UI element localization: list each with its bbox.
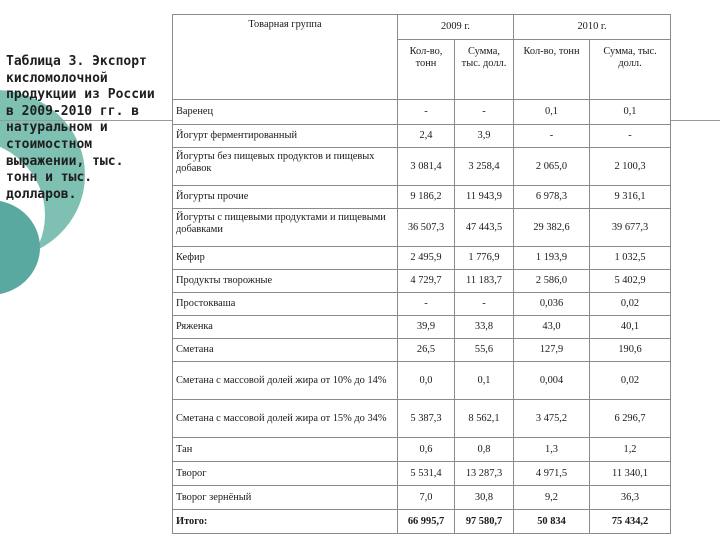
table-row bbox=[173, 362, 671, 400]
cell-product: Варенец bbox=[173, 100, 398, 125]
cell-qty-2009: 4 729,7 bbox=[398, 270, 455, 293]
cell-sum-2010: - bbox=[590, 125, 671, 148]
cell-sum-2009: 8 562,1 bbox=[455, 400, 514, 438]
cell-qty-2010: - bbox=[514, 125, 590, 148]
cell-sum-2009: 3,9 bbox=[455, 125, 514, 148]
cell-qty-2009: 39,9 bbox=[398, 316, 455, 339]
cell-sum-2010: 0,02 bbox=[590, 362, 671, 400]
cell-sum-2009: 30,8 bbox=[455, 486, 514, 510]
cell-sum-2010: 39 677,3 bbox=[590, 209, 671, 247]
cell-qty-2010: 1,3 bbox=[514, 438, 590, 462]
cell-sum-2009: 13 287,3 bbox=[455, 462, 514, 486]
cell-sum-2009: 1 776,9 bbox=[455, 247, 514, 270]
cell-sum-2009: 0,8 bbox=[455, 438, 514, 462]
cell-sum-2010: 36,3 bbox=[590, 486, 671, 510]
cell-sum-2009: 33,8 bbox=[455, 316, 514, 339]
cell-product: Творог bbox=[173, 462, 398, 486]
table-body bbox=[173, 100, 671, 534]
cell-qty-2009: 0,6 bbox=[398, 438, 455, 462]
header-qty-2009: Кол-во, тонн bbox=[398, 40, 455, 100]
table-row bbox=[173, 293, 671, 316]
table-row bbox=[173, 100, 671, 125]
cell-product: Тан bbox=[173, 438, 398, 462]
table-caption: Таблица 3. Экспорт кисломолочной продукции из России в 2009-2010 гг. в натуральном и стоимостном выражении, тыс. тонн и тыс. долларов. bbox=[6, 54, 155, 202]
cell-product: Простокваша bbox=[173, 293, 398, 316]
cell-qty-2010: 2 586,0 bbox=[514, 270, 590, 293]
cell-qty-2010: 0,1 bbox=[514, 100, 590, 125]
cell-product: Продукты творожные bbox=[173, 270, 398, 293]
cell-product: Йогурты без пищевых продуктов и пищевых добавок bbox=[173, 148, 398, 186]
cell-sum-2009: 3 258,4 bbox=[455, 148, 514, 186]
cell-sum-2009: 47 443,5 bbox=[455, 209, 514, 247]
table-row bbox=[173, 339, 671, 362]
cell-qty-2010: 3 475,2 bbox=[514, 400, 590, 438]
cell-product: Сметана с массовой долей жира от 15% до 34% bbox=[173, 400, 398, 438]
table-row-total bbox=[173, 510, 671, 534]
table-row bbox=[173, 209, 671, 247]
cell-sum-2010: 11 340,1 bbox=[590, 462, 671, 486]
table-header bbox=[173, 15, 671, 100]
header-qty-2010: Кол-во, тонн bbox=[514, 40, 590, 100]
cell-qty-2010: 2 065,0 bbox=[514, 148, 590, 186]
cell-sum-2010: 1,2 bbox=[590, 438, 671, 462]
cell-qty-2009: 26,5 bbox=[398, 339, 455, 362]
cell-sum-2010: 0,02 bbox=[590, 293, 671, 316]
cell-sum-2009: 0,1 bbox=[455, 362, 514, 400]
cell-qty-2010: 6 978,3 bbox=[514, 186, 590, 209]
header-sum-2010: Сумма, тыс. долл. bbox=[590, 40, 671, 100]
cell-qty-2010: 50 834 bbox=[514, 510, 590, 534]
cell-qty-2009: 36 507,3 bbox=[398, 209, 455, 247]
cell-product: Итого: bbox=[173, 510, 398, 534]
cell-qty-2009: 9 186,2 bbox=[398, 186, 455, 209]
cell-qty-2009: 66 995,7 bbox=[398, 510, 455, 534]
table-row bbox=[173, 186, 671, 209]
cell-qty-2010: 4 971,5 bbox=[514, 462, 590, 486]
cell-sum-2010: 0,1 bbox=[590, 100, 671, 125]
cell-qty-2009: 5 387,3 bbox=[398, 400, 455, 438]
header-year-2009: 2009 г. bbox=[398, 15, 514, 40]
cell-sum-2010: 9 316,1 bbox=[590, 186, 671, 209]
cell-product: Ряженка bbox=[173, 316, 398, 339]
cell-sum-2009: 11 183,7 bbox=[455, 270, 514, 293]
cell-qty-2009: - bbox=[398, 293, 455, 316]
cell-sum-2010: 75 434,2 bbox=[590, 510, 671, 534]
cell-sum-2010: 5 402,9 bbox=[590, 270, 671, 293]
cell-sum-2009: - bbox=[455, 293, 514, 316]
header-sum-2009: Сумма, тыс. долл. bbox=[455, 40, 514, 100]
cell-product: Кефир bbox=[173, 247, 398, 270]
table-row bbox=[173, 316, 671, 339]
cell-sum-2009: 97 580,7 bbox=[455, 510, 514, 534]
cell-qty-2010: 9,2 bbox=[514, 486, 590, 510]
cell-qty-2009: 3 081,4 bbox=[398, 148, 455, 186]
header-product-group: Товарная группа bbox=[173, 15, 398, 100]
export-table bbox=[172, 14, 671, 534]
cell-qty-2010: 29 382,6 bbox=[514, 209, 590, 247]
cell-qty-2010: 0,036 bbox=[514, 293, 590, 316]
cell-qty-2009: 0,0 bbox=[398, 362, 455, 400]
cell-product: Творог зернёный bbox=[173, 486, 398, 510]
header-year-2010: 2010 г. bbox=[514, 15, 671, 40]
cell-sum-2010: 190,6 bbox=[590, 339, 671, 362]
cell-qty-2009: 5 531,4 bbox=[398, 462, 455, 486]
cell-qty-2009: 7,0 bbox=[398, 486, 455, 510]
table-row bbox=[173, 247, 671, 270]
cell-product: Йогурты прочие bbox=[173, 186, 398, 209]
cell-product: Йогурты с пищевыми продуктами и пищевыми добавками bbox=[173, 209, 398, 247]
table-row bbox=[173, 438, 671, 462]
cell-sum-2009: 55,6 bbox=[455, 339, 514, 362]
table-row bbox=[173, 148, 671, 186]
cell-qty-2010: 0,004 bbox=[514, 362, 590, 400]
cell-qty-2010: 43,0 bbox=[514, 316, 590, 339]
table-row bbox=[173, 400, 671, 438]
cell-sum-2009: - bbox=[455, 100, 514, 125]
cell-sum-2010: 2 100,3 bbox=[590, 148, 671, 186]
table-row bbox=[173, 270, 671, 293]
cell-sum-2010: 1 032,5 bbox=[590, 247, 671, 270]
cell-product: Йогурт ферментированный bbox=[173, 125, 398, 148]
cell-qty-2010: 127,9 bbox=[514, 339, 590, 362]
cell-qty-2009: 2 495,9 bbox=[398, 247, 455, 270]
cell-sum-2010: 6 296,7 bbox=[590, 400, 671, 438]
table-row bbox=[173, 486, 671, 510]
cell-qty-2009: 2,4 bbox=[398, 125, 455, 148]
table-row bbox=[173, 462, 671, 486]
cell-qty-2010: 1 193,9 bbox=[514, 247, 590, 270]
cell-qty-2009: - bbox=[398, 100, 455, 125]
table-row bbox=[173, 125, 671, 148]
cell-product: Сметана с массовой долей жира от 10% до 14% bbox=[173, 362, 398, 400]
cell-sum-2010: 40,1 bbox=[590, 316, 671, 339]
cell-sum-2009: 11 943,9 bbox=[455, 186, 514, 209]
cell-product: Сметана bbox=[173, 339, 398, 362]
